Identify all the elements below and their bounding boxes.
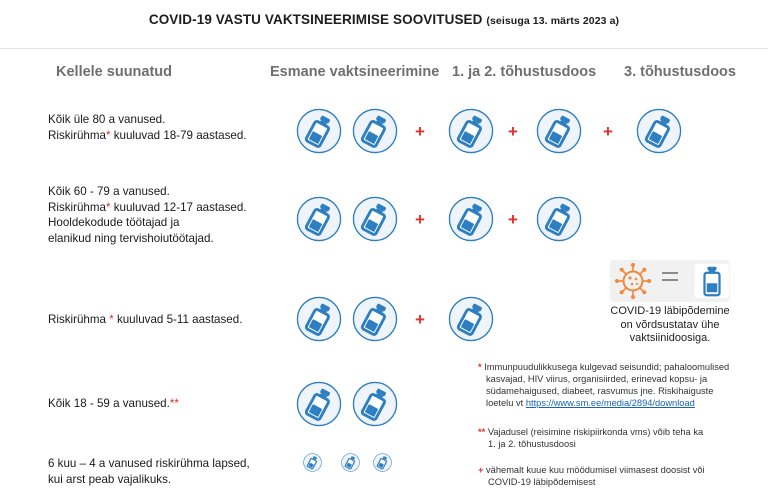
vaccine-vial-small-icon	[303, 453, 322, 472]
vaccine-vial-icon	[694, 263, 730, 299]
vaccine-vial-icon	[352, 196, 398, 242]
vaccine-vial-icon	[352, 108, 398, 154]
plus-sign: +	[508, 210, 518, 229]
vaccine-vial-icon	[296, 296, 342, 342]
vaccine-vial-icon	[296, 196, 342, 242]
equivalence-box	[610, 260, 730, 302]
header-primary-vaccination: Esmane vaktsineerimine	[270, 64, 440, 80]
equivalence-note: COVID-19 läbipõdemine on võrdsustatav ühe vaktsiinidoosiga.	[610, 305, 730, 344]
plus-sign: +	[603, 122, 613, 141]
plus-sign: +	[508, 122, 518, 141]
group-row-1-text: Kõik üle 80 a vanused. Riskirühma* kuuluvad 18-79 aastased.	[48, 113, 247, 142]
vaccine-vial-small-icon	[341, 453, 360, 472]
vaccine-vial-icon	[296, 381, 342, 427]
header-booster-1-2: 1. ja 2. tõhustusdoos	[452, 64, 597, 80]
virus-icon	[614, 262, 652, 300]
plus-sign: +	[415, 122, 425, 141]
footnote-risk-group: * Immunpuudulikkusega kulgevad seisundid; pahaloomulised kasvajad, HIV viirus, organisiirded, erinevad kopsu- ja südamehaigused, diabeet, rasvumus jne. Riskihaiguste loetelu vt https://www.sm.ee/media/2894/download	[478, 362, 730, 408]
vaccine-vial-icon	[448, 196, 494, 242]
group-row-3-text: Riskirühma * kuuluvad 5-11 aastased.	[48, 313, 243, 326]
vaccine-vial-icon	[296, 108, 342, 154]
vaccine-vial-icon	[352, 381, 398, 427]
equals-sign	[662, 272, 678, 284]
risk-list-link[interactable]: https://www.sm.ee/media/2894/download	[525, 398, 695, 408]
group-row-5-text: 6 kuu – 4 a vanused riskirühma lapsed, kui arst peab vajalikuks.	[48, 457, 250, 486]
vaccine-vial-icon	[536, 196, 582, 242]
vaccine-vial-icon	[536, 108, 582, 154]
header-divider	[0, 48, 768, 49]
title-main: COVID-19 VASTU VAKTSINEERIMISE SOOVITUSED	[148, 12, 483, 27]
group-row-2-text: Kõik 60 - 79 a vanused. Riskirühma* kuuluvad 12-17 aastased. Hooldekodude töötajad ja elanikud ning tervishoiutöötajad.	[48, 185, 247, 245]
header-booster-3: 3. tõhustusdoos	[624, 64, 736, 80]
plus-sign: +	[415, 310, 425, 329]
title-date: (seisuga 13. märts 2023 a)	[486, 15, 620, 27]
vaccine-vial-icon	[352, 296, 398, 342]
vaccine-vial-icon	[448, 296, 494, 342]
plus-sign: +	[415, 210, 425, 229]
footnote-plus: + vähemalt kuue kuu möödumisel viimasest doosist või COVID-19 läbipõdemisest	[478, 465, 705, 487]
page-title	[0, 12, 768, 27]
vaccine-vial-small-icon	[373, 453, 392, 472]
group-row-4-text: Kõik 18 - 59 a vanused.**	[48, 397, 179, 410]
vaccine-vial-icon	[448, 108, 494, 154]
header-target-group: Kellele suunatud	[56, 64, 173, 80]
footnote-double-star: ** Vajadusel (reisimine riskipiirkonda vms) võib teha ka 1. ja 2. tõhustusdoosi	[478, 427, 704, 449]
vaccine-vial-icon	[636, 108, 682, 154]
